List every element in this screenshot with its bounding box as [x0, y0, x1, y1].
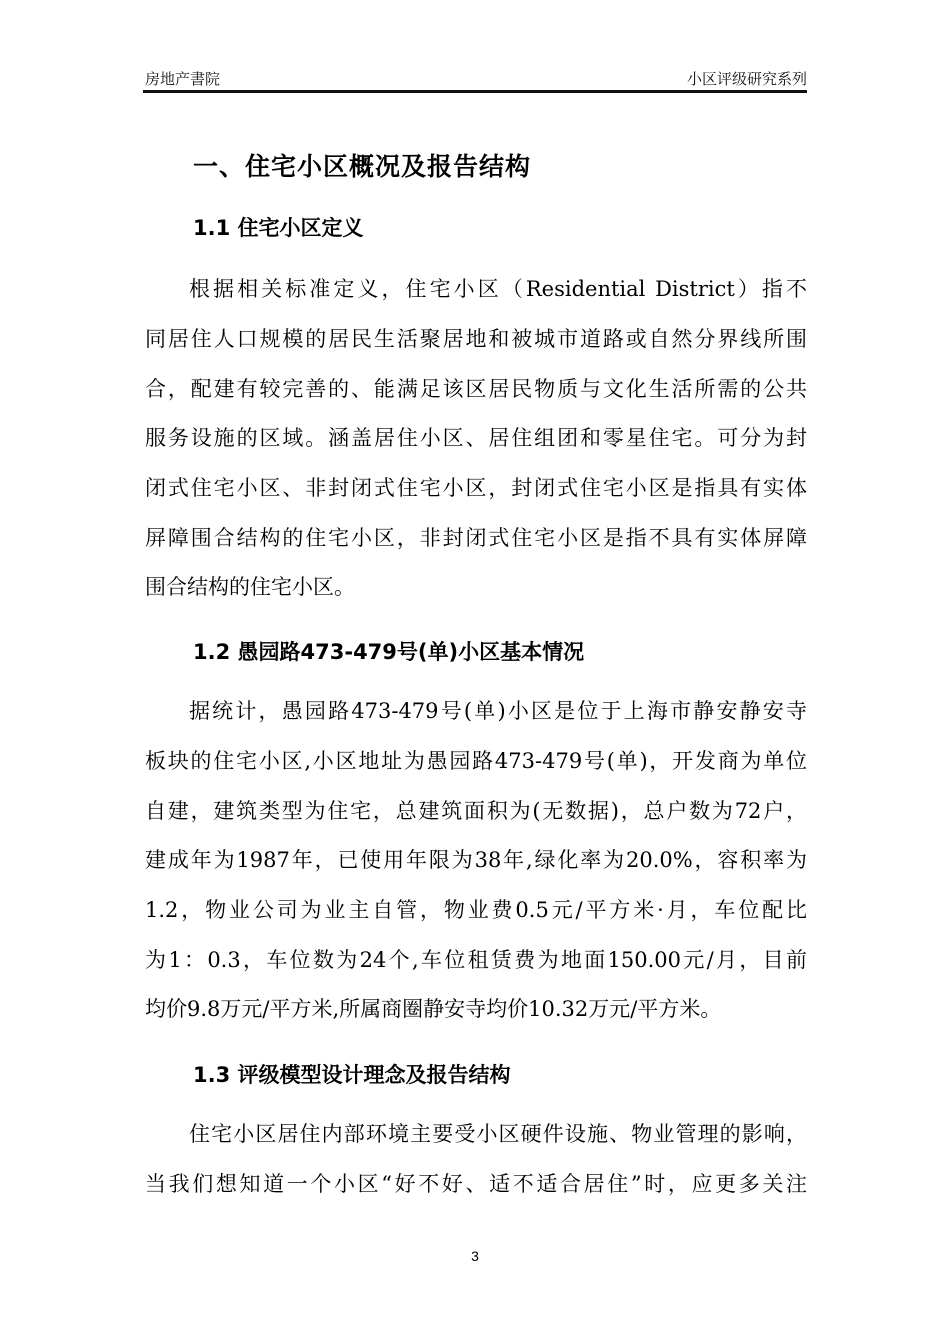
section-heading-1-1: 1.1 住宅小区定义: [193, 216, 364, 240]
paragraph-line: 1.2，物业公司为业主自管，物业费0.5元/平方米·月，车位配比: [145, 898, 807, 922]
page-number: 3: [471, 1248, 479, 1264]
header-rule: [143, 90, 807, 93]
chapter-title: 一、住宅小区概况及报告结构: [193, 152, 532, 181]
paragraph-line: 同居住人口规模的居民生活聚居地和被城市道路或自然分界线所围: [145, 327, 807, 351]
paragraph-line: 为1：0.3，车位数为24个,车位租赁费为地面150.00元/月，目前: [145, 948, 807, 972]
paragraph-line: 板块的住宅小区,小区地址为愚园路473-479号(单)，开发商为单位: [145, 749, 807, 773]
paragraph-line: 均价9.8万元/平方米,所属商圈静安寺均价10.32万元/平方米。: [145, 997, 722, 1021]
section-heading-1-2: 1.2 愚园路473-479号(单)小区基本情况: [193, 640, 585, 664]
section-heading-1-3: 1.3 评级模型设计理念及报告结构: [193, 1063, 511, 1087]
paragraph-line: 合，配建有较完善的、能满足该区居民物质与文化生活所需的公共: [145, 377, 807, 401]
paragraph-line: 服务设施的区域。涵盖居住小区、居住组团和零星住宅。可分为封: [145, 426, 807, 450]
paragraph-line: 自建，建筑类型为住宅，总建筑面积为(无数据)，总户数为72户，: [145, 799, 807, 823]
paragraph-line: 据统计，愚园路473-479号(单)小区是位于上海市静安静安寺: [189, 699, 807, 723]
paragraph-line: 建成年为1987年，已使用年限为38年,绿化率为20.0%，容积率为: [145, 848, 807, 872]
header-right: 小区评级研究系列: [686, 71, 807, 88]
paragraph-line: 闭式住宅小区、非封闭式住宅小区，封闭式住宅小区是指具有实体: [145, 476, 807, 500]
paragraph-line: 屏障围合结构的住宅小区，非封闭式住宅小区是指不具有实体屏障: [145, 526, 807, 550]
header-left: 房地产書院: [145, 71, 221, 88]
paragraph-line: 围合结构的住宅小区。: [145, 575, 355, 599]
paragraph-line: 住宅小区居住内部环境主要受小区硬件设施、物业管理的影响，: [189, 1122, 807, 1146]
paragraph-line: 根据相关标准定义，住宅小区（Residential District）指不: [189, 277, 807, 301]
paragraph-line: 当我们想知道一个小区“好不好、适不适合居住”时，应更多关注: [145, 1172, 807, 1196]
